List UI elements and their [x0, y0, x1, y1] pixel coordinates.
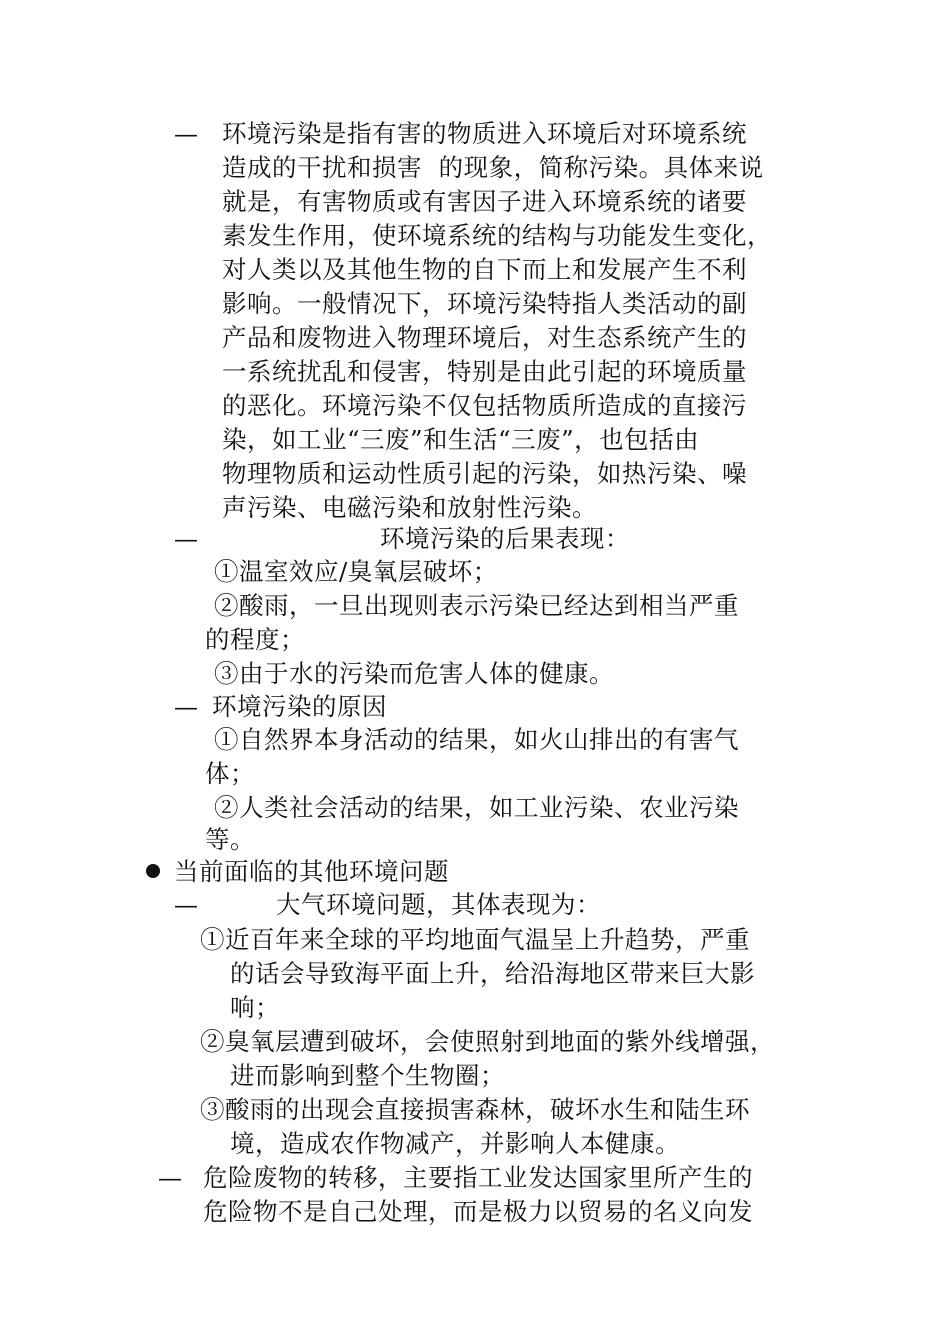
section1-line: 对人类以及其他生物的自下而上和发展产生不利 [222, 255, 747, 284]
section4-item1-line3: 响； [230, 993, 280, 1022]
section1-line: 的恶化。环境污染不仅包括物质所造成的直接污 [222, 391, 747, 420]
section3-item2-line1: ②人类社会活动的结果，如工业污染、农业污染 [214, 793, 739, 822]
section1-line: 影响。一般情况下，环境污染特指人类活动的副 [222, 289, 747, 318]
section2-item2-line2: 的程度； [205, 625, 305, 654]
section4-item1-line2: 的话会导致海平面上升，给沿海地区带来巨大影 [230, 959, 755, 988]
section2-item2-line1: ②酸雨，一旦出现则表示污染已经达到相当严重 [214, 591, 739, 620]
section3-item1-line2: 体； [205, 759, 255, 788]
section5-line1: 危险废物的转移，主要指工业发达国家里所产生的 [203, 1163, 753, 1192]
section1-line: 素发生作用，使环境系统的结构与功能发生变化， [222, 221, 772, 250]
section2-item1: ①温室效应/臭氧层破坏； [214, 557, 498, 586]
section2-heading: 环境污染的后果表现： [380, 524, 630, 553]
section2-dash: — [174, 525, 198, 553]
section3-item2-line2: 等。 [205, 825, 255, 854]
section3-heading: 环境污染的原因 [212, 692, 387, 721]
section5-line2: 危险物不是自己处理，而是极力以贸易的名义向发 [203, 1197, 753, 1226]
section4-item1-line1: ①近百年来全球的平均地面气温呈上升趋势，严重 [200, 925, 750, 954]
section4-item3-line1: ③酸雨的出现会直接损害森林，破坏水生和陆生环 [200, 1095, 750, 1124]
section4-item2-line2: 进而影响到整个生物圈； [230, 1061, 505, 1090]
section4-item3-line2: 境，造成农作物减产，并影响人本健康。 [230, 1129, 680, 1158]
section4-bullet-title: 当前面临的其他环境问题 [174, 857, 449, 886]
section1-line: 环境污染是指有害的物质进入环境后对环境系统 [222, 119, 747, 148]
section1-line: 一系统扰乱和侵害，特别是由此引起的环境质量 [222, 357, 747, 386]
section1-line: 物理物质和运动性质引起的污染，如热污染、噪 [222, 459, 747, 488]
section1-line: 产品和废物进入物理环境后，对生态系统产生的 [222, 323, 747, 352]
section1-line: 造成的干扰和损害 的现象，简称污染。具体来说 [222, 153, 764, 182]
bullet-icon [146, 864, 160, 878]
section3-item1-line1: ①自然界本身活动的结果，如火山排出的有害气 [214, 725, 739, 754]
section1-line: 就是，有害物质或有害因子进入环境系统的诸要 [222, 187, 747, 216]
section3-dash: — [174, 693, 198, 721]
section5-dash: — [158, 1164, 182, 1192]
section1-line: 声污染、电磁污染和放射性污染。 [222, 493, 597, 522]
section2-item3: ③由于水的污染而危害人体的健康。 [214, 659, 614, 688]
section1-dash: — [174, 120, 198, 148]
section4-item2-line1: ②臭氧层遭到破坏，会使照射到地面的紫外线增强， [200, 1027, 775, 1056]
section4-sub-heading: 大气环境问题，其体表现为： [276, 890, 601, 919]
section1-line: 染，如工业“三废”和生活“三废”，也包括由 [222, 425, 700, 454]
section4-dash: — [174, 891, 198, 919]
